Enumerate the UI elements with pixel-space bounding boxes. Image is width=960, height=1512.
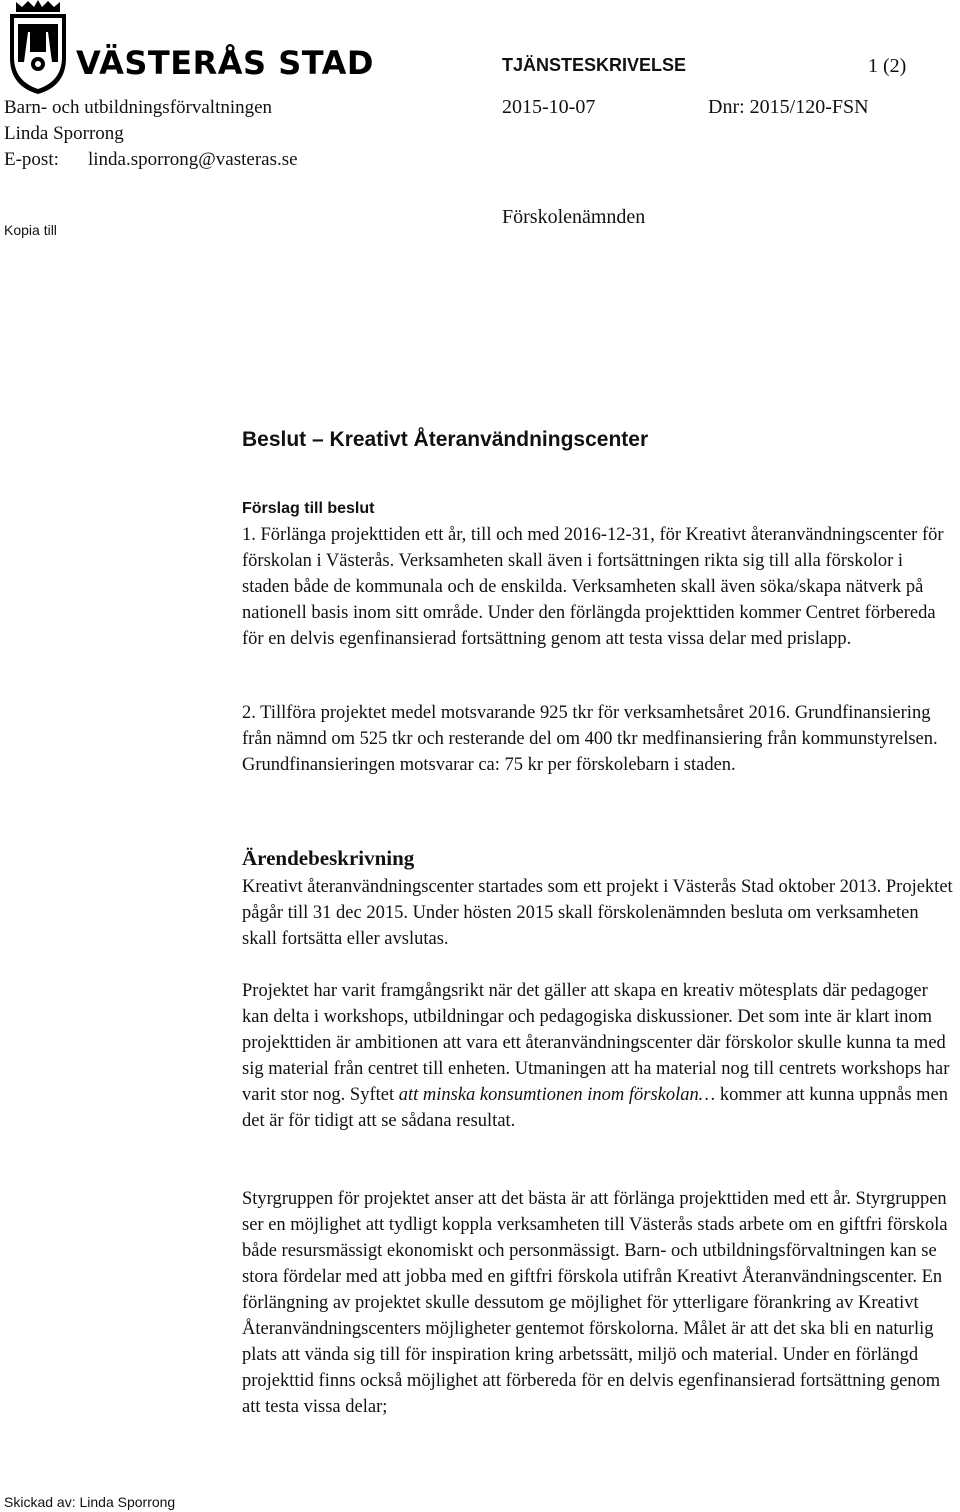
copy-to-label: Kopia till: [4, 222, 57, 238]
proposal-item-2-text: 2. Tillföra projektet medel motsvarande 925 tkr för verksamhetsåret 2016. Grundfinansiering från nämnd om 525 tkr och resterande del om 400 tkr medfinansiering från kommunstyrelsen. Grundfinansieringen motsvarar ca: 75 kr per förskolebarn i staden.: [242, 703, 938, 775]
sender-email: linda.sporrong@vasteras.se: [88, 149, 298, 170]
diary-number: Dnr: 2015/120-FSN: [708, 96, 869, 118]
proposal-item-1: [242, 522, 954, 652]
case-paragraph-1-text: Kreativt återanvändningscenter startades som ett projekt i Västerås Stad oktober 2013. Projektet pågår till 31 dec 2015. Under hösten 2015 skall förskolenämnden besluta om verksamheten skall fortsätta eller avslutas.: [242, 877, 953, 949]
proposal-item-1-lead: 1. Förlänga projekttiden ett år, till och med 2016-12-31, för Kreativt återanvändningscenter för förskolan i Västerås.: [242, 525, 944, 571]
case-heading: Ärendebeskrivning: [242, 846, 415, 870]
proposal-heading: Förslag till beslut: [242, 500, 375, 517]
case-paragraph-2-end: kommer att kunna uppnås men det är för tidigt att se sådana resultat.: [242, 1085, 949, 1131]
sent-by-footer: Skickad av: Linda Sporrong: [4, 1494, 176, 1510]
sender-organisation: Barn- och utbildningsförvaltningen: [4, 97, 273, 118]
page-number: 1 (2): [868, 55, 907, 77]
case-paragraph-3-text: Styrgruppen för projektet anser att det bästa är att förlänga projekttiden med ett år. Styrgruppen ser en möjlighet att tydligt koppla verksamheten till Västerås stads arbete om en giftfri förskola både resursmässigt ekonomiskt och personmässigt. Barn- och utbildningsförvaltningen kan se stora fördelar med att jobba med en giftfri förskola utifrån Kreativt Återanvändningscenter. En förlängning av projektet skulle dessutom ge möjlighet för ytterligare förankring av Kreativt Återanvändningscenters möjligheter gentemot förskolorna. Målet är att det ska bli en naturlig plats att vända sig till för inspiration kring arbetssätt, miljö och material. Under en förlängd projekttid finns också möjlighet att förbereda för en delvis egenfinansierad fortsättning genom att testa vissa delar;: [242, 1189, 948, 1417]
case-paragraph-2: [242, 978, 954, 1134]
recipient: Förskolenämnden: [502, 206, 646, 228]
document-type: TJÄNSTESKRIVELSE: [502, 55, 687, 75]
logo-wordmark: VÄSTERÅS STAD: [76, 44, 374, 82]
sender-email-label: E-post:: [4, 149, 59, 170]
case-paragraph-1: [242, 874, 954, 952]
case-paragraph-2-italic: att minska konsumtionen inom förskolan…: [398, 1085, 716, 1105]
document-title: Beslut – Kreativt Återanvändningscenter: [242, 428, 649, 451]
sender-name: Linda Sporrong: [4, 123, 124, 144]
proposal-item-2: [242, 700, 954, 778]
case-paragraph-2-start: Projektet har varit framgångsrikt när det gäller att skapa en kreativ mötesplats där pedagoger kan delta i workshops, utbildningar och pedagogiska diskussioner. Det som inte är klart inom projekttiden är ambitionen att vara ett återanvändningscenter där förskolor skulle kunna ta med sig material från centret till enheten. Utmaningen att ha material nog till centrets workshops har varit stor nog. Syftet: [242, 981, 950, 1105]
document-date: 2015-10-07: [502, 96, 596, 118]
proposal-item-1-continuation: Verksamheten skall även i fortsättningen rikta sig till alla förskolor i staden både de kommunala och de enskilda. Verksamheten skall även söka/skapa nätverk på nationell basis inom sitt område. Under den förlängda projekttiden kommer Centret förbereda för en delvis egenfinansierad fortsättning genom att testa vissa delar med prislapp.: [242, 551, 936, 649]
case-paragraph-3: [242, 1186, 954, 1420]
city-shield-logo: [4, 0, 72, 101]
